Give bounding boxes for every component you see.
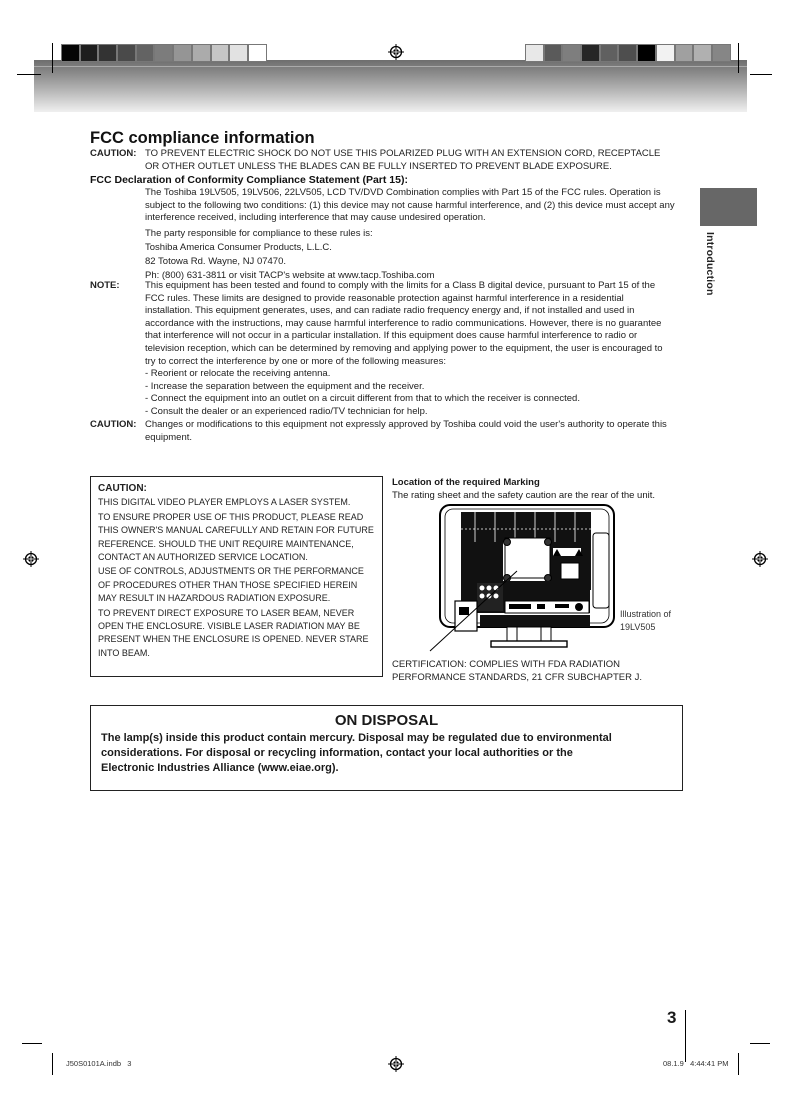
color-swatch xyxy=(248,44,267,62)
party-contact: Ph: (800) 631-3811 or visit TACP's website at www.tacp.Toshiba.com xyxy=(145,269,435,281)
note-line: FCC rules. These limits are designed to provide reasonable protection against harmful interference in a residential xyxy=(145,292,624,304)
laser-caution-paragraph: USE OF CONTROLS, ADJUSTMENTS OR THE PERFORMANCE OF PROCEDURES OTHER THAN THOSE SPECIFIED HEREIN MAY RESULT IN HAZARDOUS RADIATION EXPOSURE. xyxy=(98,566,364,604)
marking-title: Location of the required Marking xyxy=(392,477,540,488)
color-swatch xyxy=(98,44,117,62)
fcc-caution-block xyxy=(90,148,710,174)
laser-caution-paragraph: TO PREVENT DIRECT EXPOSURE TO LASER BEAM, NEVER OPEN THE ENCLOSURE. VISIBLE LASER RADIATION MAY BE PRESENT WHEN THE ENCLOSURE IS OPENED. NEVER STARE INTO BEAM. xyxy=(98,607,369,658)
crop-mark xyxy=(750,74,772,75)
disposal-title: ON DISPOSAL xyxy=(334,712,439,729)
header-gradient-band xyxy=(34,60,747,112)
disposal-line: Electronic Industries Alliance (www.eiae.org). xyxy=(101,762,339,774)
note-label: NOTE: xyxy=(90,280,120,291)
color-calibration-bar-right xyxy=(525,44,731,62)
disposal-line: considerations. For disposal or recycling information, contact your local authorities or the xyxy=(101,747,573,759)
registration-mark-icon xyxy=(388,44,404,60)
color-swatch xyxy=(192,44,211,62)
laser-caution-title: CAUTION: xyxy=(98,483,147,494)
color-swatch xyxy=(656,44,675,62)
note-line: installation. This equipment generates, uses, and can radiate radio frequency energy and, if not installed and used in xyxy=(145,305,635,317)
page-number-rule xyxy=(685,1010,686,1062)
crop-mark xyxy=(52,43,53,73)
crop-mark xyxy=(52,1053,53,1075)
party-address: 82 Totowa Rd. Wayne, NJ 07470. xyxy=(145,255,286,267)
certification-line: CERTIFICATION: COMPLIES WITH FDA RADIATION xyxy=(392,659,621,670)
caution-line: OR OTHER OUTLET UNLESS THE BLADES CAN BE FULLY INSERTED TO PREVENT BLADE EXPOSURE. xyxy=(145,160,612,172)
color-swatch xyxy=(562,44,581,62)
crop-mark xyxy=(738,1053,739,1075)
declaration-line: interference received, including interference that may cause undesired operation. xyxy=(145,212,486,224)
caution-line: equipment. xyxy=(145,431,193,443)
declaration-line: subject to the following two conditions: (1) this device may not cause harmful interference, and (2) this device must accept any xyxy=(145,199,675,211)
note-line: accordance with the instructions, may cause harmful interference to radio communications. However, there is no guarantee xyxy=(145,317,662,329)
section-tab-label: Introduction xyxy=(704,232,716,296)
registration-mark-icon xyxy=(23,551,39,567)
color-swatch xyxy=(693,44,712,62)
caution-label: CAUTION: xyxy=(90,148,137,159)
declaration-heading: FCC Declaration of Conformity Compliance Statement (Part 15): xyxy=(90,174,408,186)
crop-mark xyxy=(750,1043,770,1044)
laser-caution-paragraph: TO ENSURE PROPER USE OF THIS PRODUCT, PLEASE READ THIS OWNER'S MANUAL CAREFULLY AND RETAIN FOR FUTURE REFERENCE. SHOULD THE UNIT REQUIRE MAINTENANCE, CONTACT AN AUTHORIZED SERVICE LOCATION. xyxy=(98,511,374,563)
color-swatch xyxy=(525,44,544,62)
color-swatch xyxy=(80,44,99,62)
disposal-body xyxy=(101,731,672,776)
color-swatch xyxy=(229,44,248,62)
color-swatch xyxy=(675,44,694,62)
page-number: 3 xyxy=(667,1008,677,1027)
color-calibration-bar-left xyxy=(61,44,267,62)
color-swatch xyxy=(61,44,80,62)
color-swatch xyxy=(712,44,731,62)
note-line: television reception, which can be determined by removing and applying power to the equipment, the user is encouraged to xyxy=(145,342,663,354)
color-swatch xyxy=(618,44,637,62)
color-swatch xyxy=(544,44,563,62)
color-swatch xyxy=(637,44,656,62)
declaration-line: The Toshiba 19LV505, 19LV506, 22LV505, LCD TV/DVD Combination complies with Part 15 of the FCC rules. Operation is xyxy=(145,187,661,198)
illustration-model: 19LV505 xyxy=(620,621,656,632)
laser-caution-box xyxy=(90,476,383,677)
color-swatch xyxy=(211,44,230,62)
color-swatch xyxy=(600,44,619,62)
disposal-notice-box xyxy=(90,705,683,791)
header-divider xyxy=(34,66,747,67)
color-swatch xyxy=(154,44,173,62)
tv-rear-illustration xyxy=(425,503,620,658)
crop-mark xyxy=(17,74,41,75)
measure-item: - Increase the separation between the equipment and the receiver. xyxy=(145,380,425,392)
crop-mark xyxy=(22,1043,42,1044)
caution-label: CAUTION: xyxy=(90,419,137,430)
color-swatch xyxy=(117,44,136,62)
caution-line: TO PREVENT ELECTRIC SHOCK DO NOT USE THIS POLARIZED PLUG WITH AN EXTENSION CORD, RECEPTACLE xyxy=(145,148,661,159)
certification-statement xyxy=(392,658,642,684)
measure-item: - Connect the equipment into an outlet on a circuit different from that to which the receiver is connected. xyxy=(145,393,580,405)
footer-file-name: J50S0101A.indb 3 xyxy=(66,1059,132,1068)
note-line: that interference will not occur in a particular installation. If this equipment does cause harmful interference to radio or xyxy=(145,330,638,342)
footer-timestamp: 08.1.9 4:44:41 PM xyxy=(663,1059,729,1068)
marking-description: The rating sheet and the safety caution are the rear of the unit. xyxy=(392,490,655,501)
party-intro: The party responsible for compliance to these rules is: xyxy=(145,227,373,239)
registration-mark-icon xyxy=(752,551,768,567)
declaration-text xyxy=(90,187,710,282)
laser-caution-paragraph: THIS DIGITAL VIDEO PLAYER EMPLOYS A LASER SYSTEM. xyxy=(98,497,351,508)
illustration-caption xyxy=(620,608,671,633)
disposal-line: The lamp(s) inside this product contain mercury. Disposal may be regulated due to environmental xyxy=(101,732,612,744)
note-line: This equipment has been tested and found to comply with the limits for a Class B digital device, pursuant to Part 15 of the xyxy=(145,280,656,291)
certification-line: PERFORMANCE STANDARDS, 21 CFR SUBCHAPTER J. xyxy=(392,672,643,684)
page-title: FCC compliance information xyxy=(90,129,315,147)
registration-mark-icon xyxy=(388,1056,404,1072)
color-swatch xyxy=(136,44,155,62)
crop-mark xyxy=(738,43,739,73)
color-swatch xyxy=(173,44,192,62)
note-line: try to correct the interference by one or more of the following measures: xyxy=(145,355,446,367)
party-company: Toshiba America Consumer Products, L.L.C. xyxy=(145,242,332,254)
measure-item: - Reorient or relocate the receiving antenna. xyxy=(145,368,331,380)
illustration-caption-line: Illustration of xyxy=(620,609,672,619)
color-swatch xyxy=(581,44,600,62)
measure-item: - Consult the dealer or an experienced radio/TV technician for help. xyxy=(145,405,428,417)
caution-line: Changes or modifications to this equipment not expressly approved by Toshiba could void the user's authority to operate this xyxy=(145,419,667,430)
